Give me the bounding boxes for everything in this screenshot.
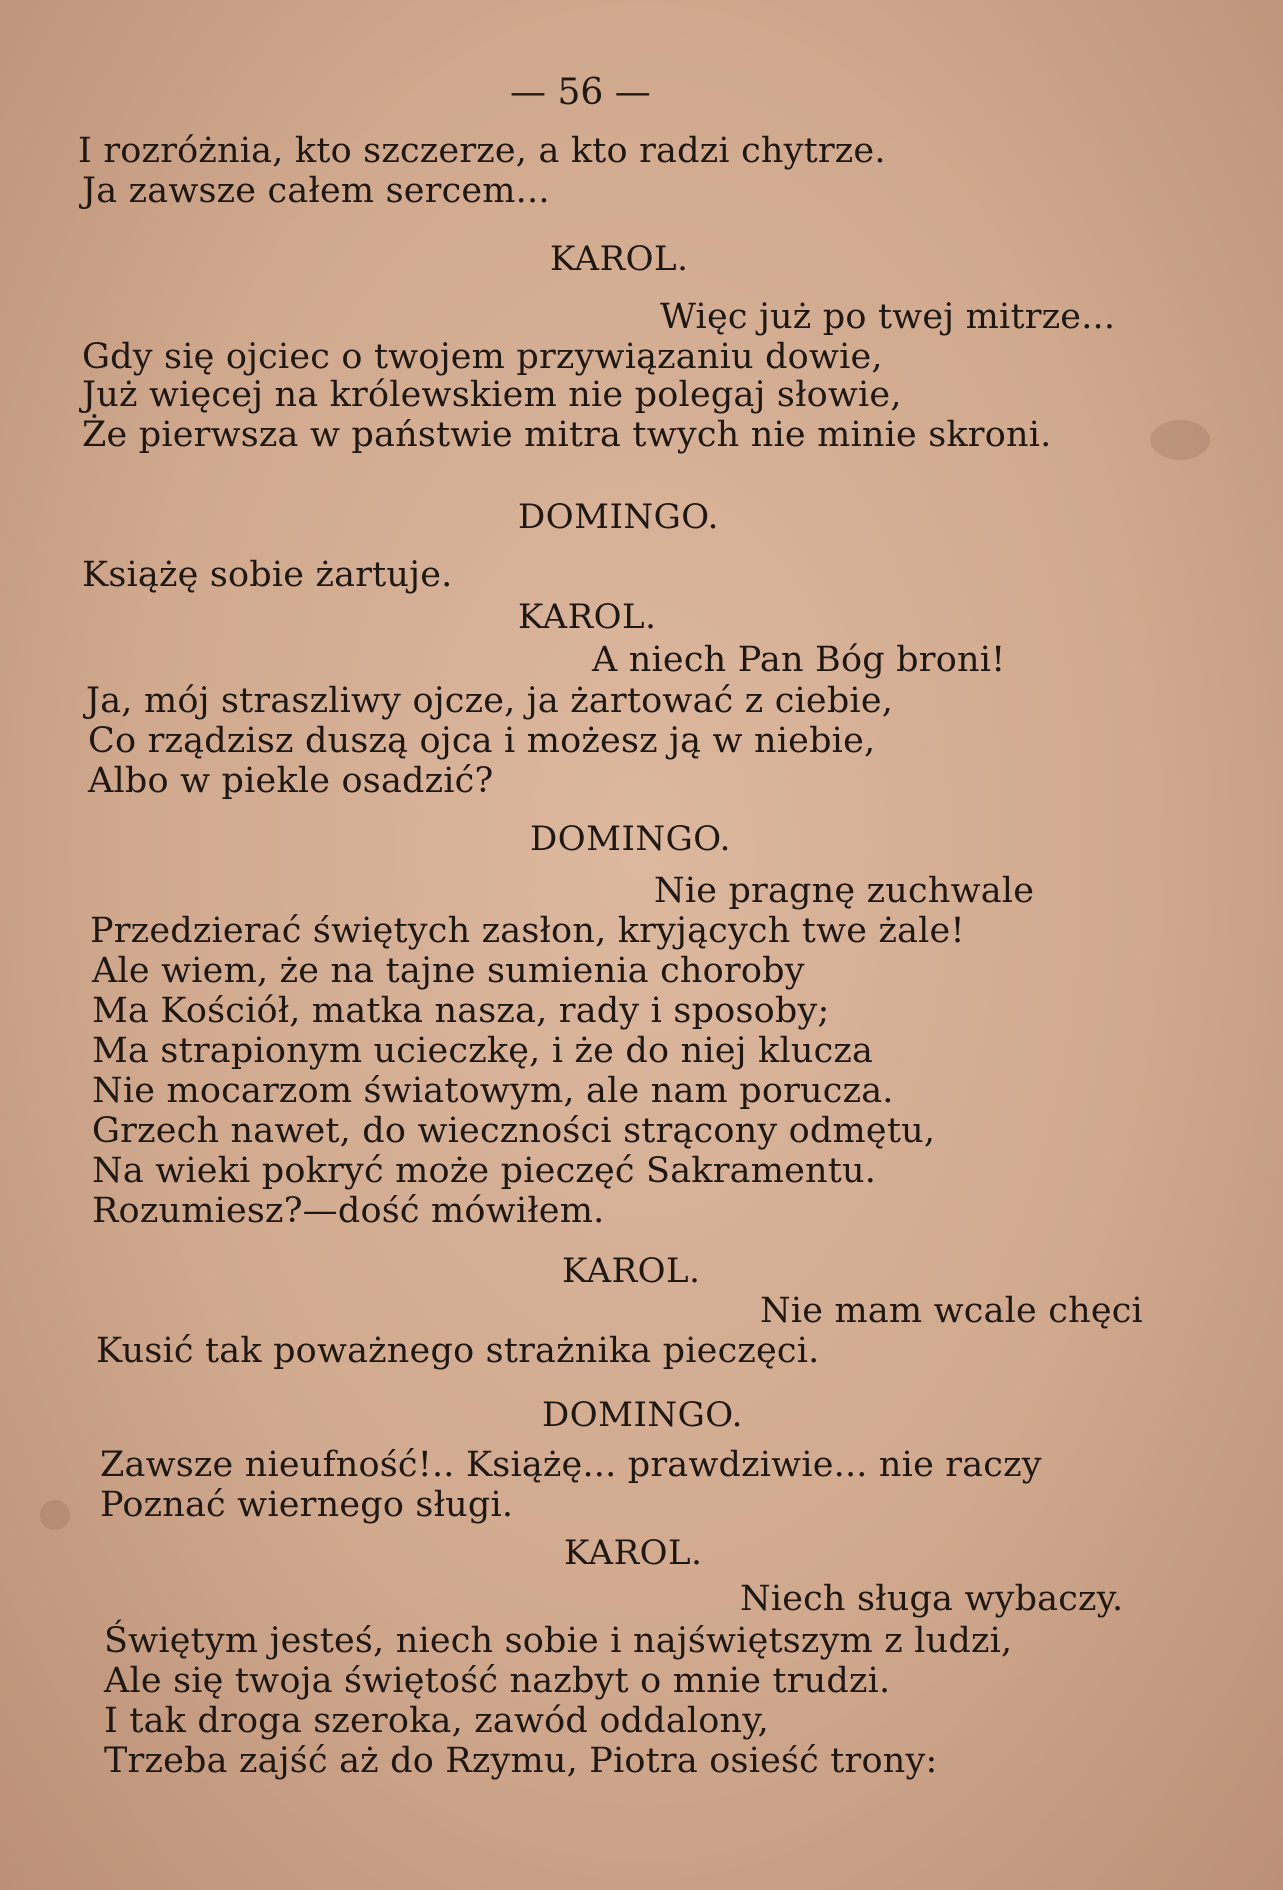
speaker-name: DOMINGO.: [530, 819, 731, 859]
verse-line: Poznać wiernego sługi.: [100, 1485, 514, 1525]
verse-line: Przedzierać świętych zasłon, kryjących twe żale!: [90, 911, 965, 951]
verse-line: Albo w piekle osadzić?: [88, 761, 494, 801]
verse-line: Już więcej na królewskiem nie polegaj słowie,: [82, 375, 902, 415]
verse-line: Grzech nawet, do wieczności strącony odmętu,: [92, 1111, 936, 1151]
speaker-name: KAROL.: [562, 1251, 701, 1291]
verse-line: Trzeba zajść aż do Rzymu, Piotra osieść trony:: [104, 1741, 938, 1781]
verse-line: Ma strapionym ucieczkę, i że do niej klucza: [92, 1031, 874, 1071]
verse-line: A niech Pan Bóg broni!: [592, 640, 1006, 680]
verse-line: Nie mam wcale chęci: [760, 1291, 1143, 1331]
verse-line: Kusić tak poważnego strażnika pieczęci.: [96, 1331, 820, 1371]
verse-line: Ale wiem, że na tajne sumienia choroby: [92, 951, 805, 991]
verse-line: I rozróżnia, kto szczerze, a kto radzi chytrze.: [78, 131, 886, 171]
verse-line: Gdy się ojciec o twojem przywiązaniu dowie,: [82, 337, 883, 377]
verse-line: Niech sługa wybaczy.: [740, 1579, 1124, 1619]
verse-line: Książę sobie żartuje.: [82, 555, 453, 595]
verse-line: Że pierwsza w państwie mitra twych nie minie skroni.: [82, 415, 1052, 455]
verse-line: Co rządzisz duszą ojca i możesz ją w niebie,: [88, 721, 876, 761]
speaker-name: DOMINGO.: [518, 497, 719, 537]
paper-stain: [40, 1500, 70, 1530]
paper-stain: [1150, 420, 1210, 460]
verse-line: Nie pragnę zuchwale: [654, 871, 1035, 911]
verse-line: Zawsze nieufność!.. Książę... prawdziwie... nie raczy: [100, 1445, 1042, 1485]
verse-line: Ja, mój straszliwy ojcze, ja żartować z ciebie,: [86, 681, 894, 721]
verse-line: Świętym jesteś, niech sobie i najświętszym z ludzi,: [104, 1621, 1013, 1661]
verse-line: I tak droga szeroka, zawód oddalony,: [104, 1701, 769, 1741]
verse-line: Rozumiesz?—dość mówiłem.: [92, 1191, 605, 1231]
speaker-name: KAROL.: [518, 597, 657, 637]
speaker-name: KAROL.: [550, 239, 689, 279]
speaker-name: DOMINGO.: [542, 1395, 743, 1435]
speaker-name: KAROL.: [564, 1533, 703, 1573]
verse-line: Ja zawsze całem sercem...: [82, 171, 550, 211]
verse-line: Ale się twoja świętość nazbyt o mnie trudzi.: [104, 1661, 891, 1701]
verse-line: Ma Kościół, matka nasza, rady i sposoby;: [92, 991, 830, 1031]
verse-line: Więc już po twej mitrze...: [660, 297, 1116, 337]
verse-line: Na wieki pokryć może pieczęć Sakramentu.: [92, 1151, 877, 1191]
page-number: — 56 —: [510, 72, 651, 113]
verse-line: Nie mocarzom światowym, ale nam porucza.: [92, 1071, 894, 1111]
